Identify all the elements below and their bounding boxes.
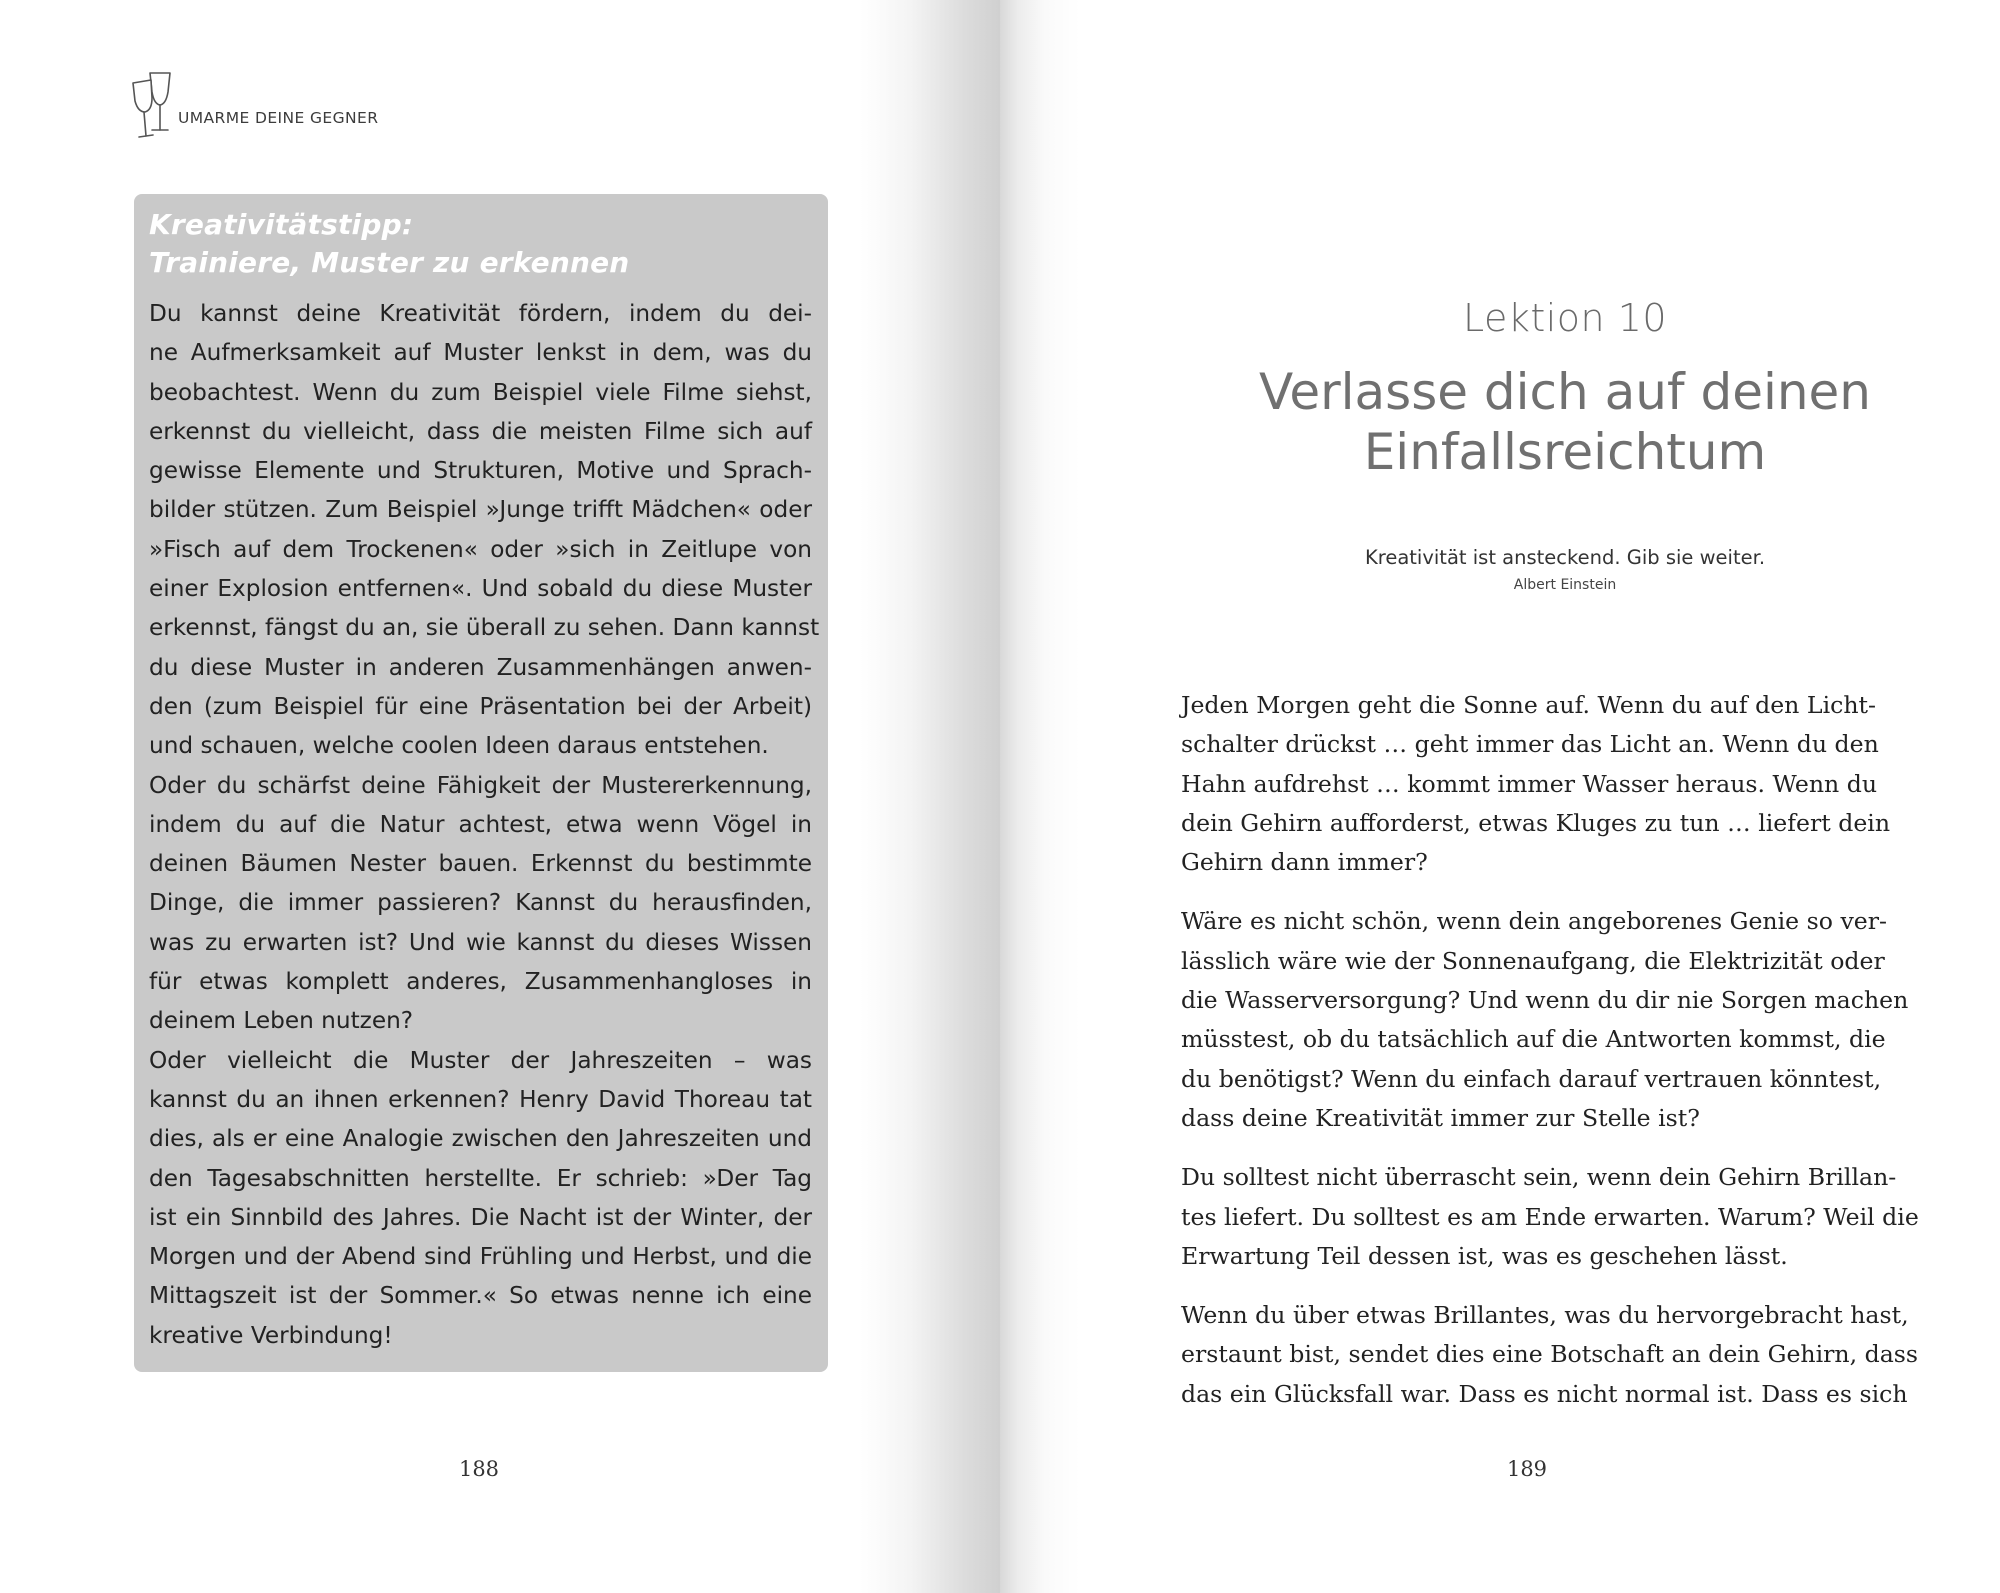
body-line: Jeden Morgen geht die Sonne auf. Wenn du auf den Licht- — [1181, 691, 1876, 719]
wine-glasses-icon — [130, 70, 180, 138]
body-line: lässlich wäre wie der Sonnenaufgang, die Elektrizität oder — [1181, 946, 1885, 975]
tip-body-line: ne Aufmerksamkeit auf Muster lenkst in dem, was du — [149, 339, 812, 367]
body-line: Du solltest nicht überrascht sein, wenn dein Gehirn Brillan- — [1181, 1163, 1897, 1192]
tip-body-line: den Tagesabschnitten herstellte. Er schrieb: »Der Tag — [149, 1164, 812, 1192]
tip-body-line: dies, als er eine Analogie zwischen den Jahreszeiten und — [149, 1125, 812, 1153]
tip-body-line: was zu erwarten ist? Und wie kannst du dieses Wissen — [149, 928, 812, 956]
body-line: das ein Glücksfall war. Dass es nicht normal ist. Dass es sich — [1181, 1379, 1908, 1408]
tip-body-line: deinen Bäumen Nester bauen. Erkennst du bestimmte — [149, 850, 812, 878]
body-line: Gehirn dann immer? — [1181, 848, 1428, 877]
tip-heading — [149, 206, 629, 282]
tip-body-line: gewisse Elemente und Strukturen, Motive und Sprach- — [149, 457, 812, 485]
epigraph-quote: Kreativität ist ansteckend. Gib sie weiter. — [1364, 546, 1766, 569]
page-number: 189 — [1506, 1457, 1548, 1481]
tip-body-line: Mittagszeit ist der Sommer.« So etwas nenne ich eine — [149, 1282, 812, 1310]
body-line: Erwartung Teil dessen ist, was es geschehen lässt. — [1181, 1241, 1788, 1270]
body-paragraph — [1181, 686, 1891, 882]
tip-body-line: Oder vielleicht die Muster der Jahreszeiten – was — [149, 1046, 812, 1074]
body-line: dass deine Kreativität immer zur Stelle ist? — [1181, 1103, 1700, 1132]
body-paragraph — [1181, 902, 1909, 1138]
body-line: Wenn du über etwas Brillantes, was du hervorgebracht hast, — [1181, 1301, 1909, 1330]
epigraph-author: Albert Einstein — [1513, 577, 1617, 593]
tip-heading-line: Trainiere, Muster zu erkennen — [149, 246, 630, 279]
tip-body-line: einer Explosion entfernen«. Und sobald du diese Muster — [149, 575, 812, 603]
body-line: die Wasserversorgung? Und wenn du dir nie Sorgen machen — [1181, 986, 1909, 1015]
tip-body-line: Oder du schärfst deine Fähigkeit der Mustererkennung, — [149, 771, 812, 799]
body-line: erstaunt bist, sendet dies eine Botschaft an dein Gehirn, dass — [1181, 1340, 1919, 1369]
tip-body-line: kreative Verbindung! — [149, 1321, 393, 1349]
tip-body-line: kannst du an ihnen erkennen? Henry David Thoreau tat — [149, 1085, 812, 1113]
tip-body-line: Morgen und der Abend sind Frühling und Herbst, und die — [149, 1243, 812, 1271]
tip-body-line: ist ein Sinnbild des Jahres. Die Nacht ist der Winter, der — [149, 1203, 812, 1231]
body-paragraph — [1181, 1158, 1919, 1276]
tip-heading-line: Kreativitätstipp: — [149, 208, 414, 241]
lesson-body-text — [1181, 686, 1919, 1434]
lesson-title — [1150, 362, 1980, 482]
body-line: Wäre es nicht schön, wenn dein angeborenes Genie so ver- — [1181, 907, 1887, 936]
tip-body-line: deinem Leben nutzen? — [149, 1007, 414, 1035]
right-page — [1000, 0, 2000, 1593]
creativity-tip-box — [134, 194, 828, 1372]
tip-body-line: und schauen, welche coolen Ideen daraus entstehen. — [149, 732, 769, 760]
body-line: dein Gehirn aufforderst, etwas Kluges zu tun … liefert dein — [1181, 808, 1891, 837]
body-paragraph — [1181, 1296, 1919, 1414]
page-number: 188 — [458, 1457, 500, 1481]
body-line: müsstest, ob du tatsächlich auf die Antworten kommst, die — [1181, 1025, 1886, 1054]
lesson-title-line: Verlasse dich auf deinen — [1259, 363, 1871, 421]
tip-body-line: erkennst, fängst du an, sie überall zu sehen. Dann kannst — [149, 614, 820, 642]
tip-body-line: »Fisch auf dem Trockenen« oder »sich in Zeitlupe von — [149, 535, 812, 563]
body-line: Hahn aufdrehst … kommt immer Wasser heraus. Wenn du — [1181, 769, 1878, 798]
lesson-label: Lektion 10 — [1462, 296, 1668, 340]
body-line: du benötigst? Wenn du einfach darauf vertrauen könntest, — [1181, 1064, 1882, 1093]
tip-body-line: indem du auf die Natur achtest, etwa wenn Vögel in — [149, 810, 812, 838]
body-line: schalter drückst … geht immer das Licht an. Wenn du den — [1181, 730, 1879, 759]
lesson-title-line: Einfallsreichtum — [1363, 423, 1767, 481]
running-header-title: UMARME DEINE GEGNER — [178, 109, 379, 127]
tip-body-line: Dinge, die immer passieren? Kannst du herausfinden, — [149, 889, 812, 917]
tip-body-line: erkennst du vielleicht, dass die meisten Filme sich auf — [149, 417, 812, 445]
tip-body-line: du diese Muster in anderen Zusammenhängen anwen- — [149, 653, 812, 681]
running-header — [130, 70, 530, 140]
tip-body-line: den (zum Beispiel für eine Präsentation bei der Arbeit) — [149, 692, 812, 720]
tip-body-line: beobachtest. Wenn du zum Beispiel viele Filme siehst, — [149, 378, 812, 406]
tip-body-line: für etwas komplett anderes, Zusammenhangloses in — [149, 968, 812, 996]
body-line: tes liefert. Du solltest es am Ende erwarten. Warum? Weil die — [1181, 1202, 1919, 1231]
tip-body-line: Du kannst deine Kreativität fördern, indem du dei- — [149, 300, 812, 327]
tip-body-text — [149, 294, 820, 1355]
tip-body-line: bilder stützen. Zum Beispiel »Junge trifft Mädchen« oder — [149, 496, 812, 524]
